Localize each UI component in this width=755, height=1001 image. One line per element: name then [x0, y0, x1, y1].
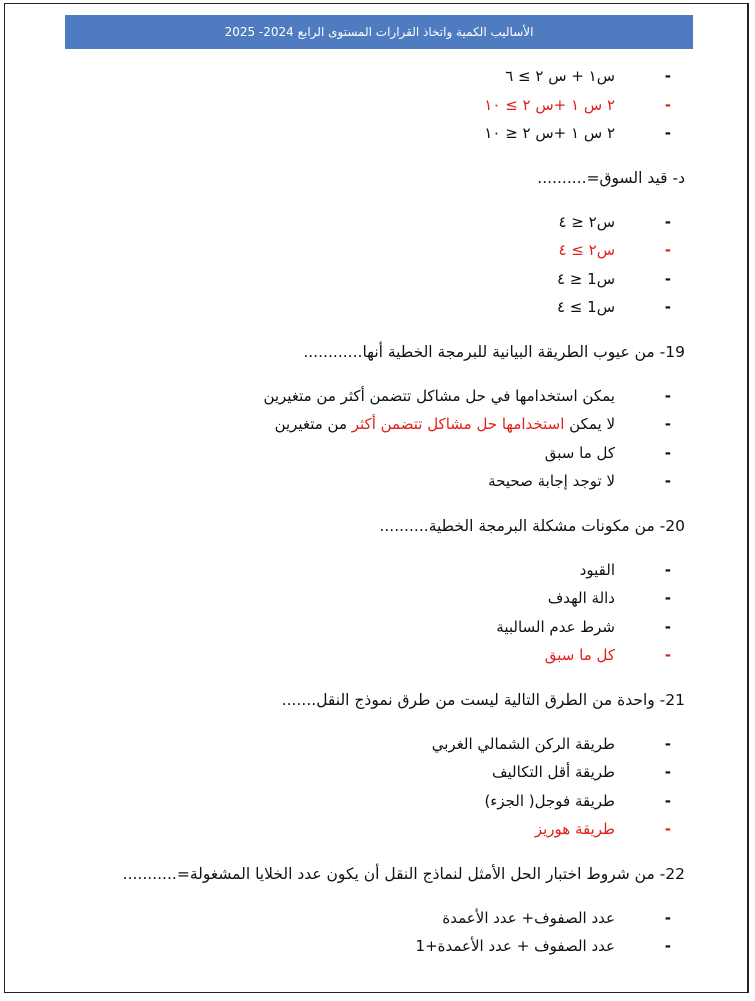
- option-20-4: - كل ما سبق: [65, 641, 685, 670]
- option-market-3: - س1 ≤ ٤: [65, 265, 685, 294]
- question-21: 21- واحدة من الطرق التالية ليست من طرق نموذج النقل.......: [281, 690, 685, 709]
- option-22-2: - عدد الصفوف + عدد الأعمدة+1: [65, 932, 685, 961]
- option-market-4: - س1 ≥ ٤: [65, 293, 685, 322]
- question-19: 19- من عيوب الطريقة البيانية للبرمجة الخطية أنها............: [303, 342, 685, 361]
- option-20-3: - شرط عدم السالبية: [65, 613, 685, 642]
- question-22: 22- من شروط اختبار الحل الأمثل لنماذج النقل أن يكون عدد الخلايا المشغولة=...........: [122, 864, 685, 883]
- option-19-4: - لا توجد إجابة صحيحة: [65, 467, 685, 496]
- option-top-2: - ٢ س ١ +س ٢ ≥ ١٠: [65, 91, 685, 120]
- option-19-2-post: من متغيرين: [274, 415, 352, 433]
- option-market-2: - س٢ ≥ ٤: [65, 236, 685, 265]
- page-header: [65, 15, 693, 49]
- option-20-1: - القيود: [65, 556, 685, 585]
- option-22-1: - عدد الصفوف+ عدد الأعمدة: [65, 904, 685, 933]
- option-top-1: - س١ + س ٢ ≥ ٦: [65, 62, 685, 91]
- header-title: الأساليب الكمية واتخاذ القرارات المستوى الرابع 2024- 2025: [224, 25, 534, 39]
- option-19-1: - يمكن استخدامها في حل مشاكل تتضمن أكثر من متغيرين: [65, 382, 685, 411]
- document-page: [4, 3, 749, 993]
- option-market-1: - س٢ ≤ ٤: [65, 208, 685, 237]
- option-20-2: - دالة الهدف: [65, 584, 685, 613]
- option-19-2-red: استخدامها حل مشاكل تتضمن أكثر: [351, 415, 565, 433]
- option-21-3: - طريقة فوجل( الجزء): [65, 787, 685, 816]
- document-content: [65, 62, 685, 961]
- option-21-1: - طريقة الركن الشمالي الغربي: [65, 730, 685, 759]
- option-19-2: [65, 410, 685, 439]
- option-21-2: - طريقة أقل التكاليف: [65, 758, 685, 787]
- option-19-2-pre: لا يمكن: [564, 415, 615, 433]
- option-top-3: - ٢ س ١ +س ٢ ≤ ١٠: [65, 119, 685, 148]
- option-21-4: - طريقة هوريز: [65, 815, 685, 844]
- question-market: د- قيد السوق=..........: [537, 168, 685, 187]
- question-20: 20- من مكونات مشكلة البرمجة الخطية..........: [379, 516, 685, 535]
- option-19-3: - كل ما سبق: [65, 439, 685, 468]
